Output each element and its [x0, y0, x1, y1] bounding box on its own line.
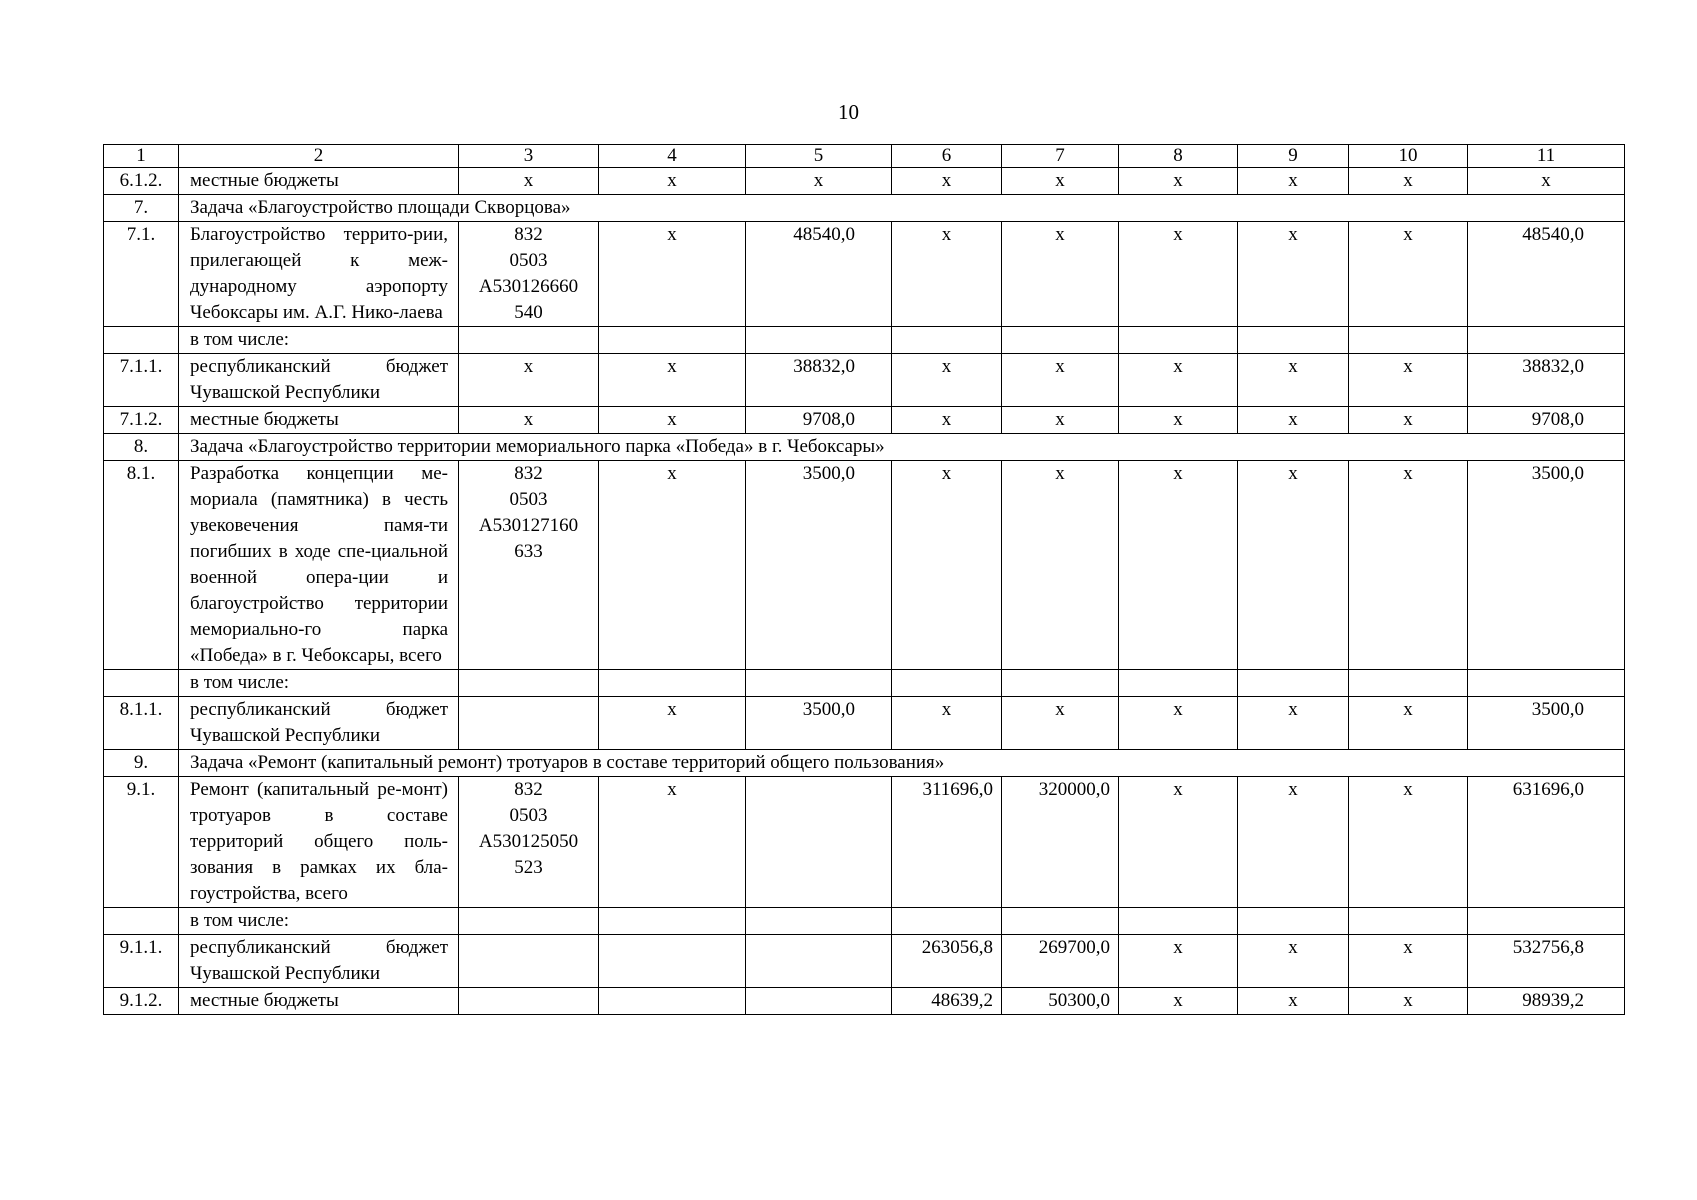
header-cell: 9	[1238, 145, 1349, 168]
value-cell: x	[1119, 777, 1238, 908]
budget-code	[459, 222, 599, 327]
value-cell	[1119, 670, 1238, 697]
value-cell	[459, 670, 599, 697]
value-cell: x	[1349, 697, 1468, 750]
row-description: Ремонт (капитальный ре-монт) тротуаров в составе территорий общего поль-зования в рамках их бла-гоустройства, всего	[179, 777, 459, 908]
budget-code-line: 832	[514, 463, 543, 484]
budget-code-line: 832	[514, 224, 543, 245]
value-cell: x	[1238, 168, 1349, 195]
value-cell	[746, 908, 892, 935]
including-row	[104, 908, 1625, 935]
value-cell: 9708,0	[1468, 407, 1625, 434]
row-number: 8.1.	[104, 461, 179, 670]
value-cell: x	[892, 461, 1002, 670]
budget-code-line: 0503	[509, 489, 548, 510]
value-cell: x	[1349, 777, 1468, 908]
value-cell	[1002, 908, 1119, 935]
value-cell	[1238, 908, 1349, 935]
data-row	[104, 935, 1625, 988]
value-cell: x	[599, 407, 746, 434]
row-description: в том числе:	[179, 670, 459, 697]
row-number	[104, 327, 179, 354]
header-cell: 5	[746, 145, 892, 168]
data-row	[104, 222, 1625, 327]
row-description: республиканский бюджет Чувашской Республики	[179, 935, 459, 988]
data-row	[104, 988, 1625, 1015]
value-cell: 320000,0	[1002, 777, 1119, 908]
value-cell: 38832,0	[1468, 354, 1625, 407]
row-description: республиканский бюджет Чувашской Республики	[179, 697, 459, 750]
row-number: 8.	[104, 434, 179, 461]
header-cell: 1	[104, 145, 179, 168]
value-cell: 48639,2	[892, 988, 1002, 1015]
row-description: местные бюджеты	[179, 988, 459, 1015]
value-cell: x	[1468, 168, 1625, 195]
header-cell: 3	[459, 145, 599, 168]
value-cell	[1468, 670, 1625, 697]
value-cell	[892, 670, 1002, 697]
task-row	[104, 195, 1625, 222]
value-cell	[892, 908, 1002, 935]
data-row	[104, 354, 1625, 407]
budget-code-line: А530127160	[478, 515, 579, 536]
value-cell: x	[892, 697, 1002, 750]
task-title: Задача «Благоустройство территории мемориального парка «Победа» в г. Чебоксары»	[179, 434, 1625, 461]
value-cell: x	[599, 777, 746, 908]
value-cell: x	[1119, 935, 1238, 988]
value-cell: x	[1238, 697, 1349, 750]
value-cell	[1468, 327, 1625, 354]
value-cell	[599, 988, 746, 1015]
value-cell: x	[1119, 168, 1238, 195]
value-cell: x	[892, 354, 1002, 407]
value-cell	[459, 697, 599, 750]
value-cell	[746, 988, 892, 1015]
task-row	[104, 750, 1625, 777]
row-description: в том числе:	[179, 327, 459, 354]
value-cell	[1349, 327, 1468, 354]
value-cell: x	[892, 407, 1002, 434]
value-cell: x	[746, 168, 892, 195]
value-cell: 3500,0	[1468, 697, 1625, 750]
budget-code-line: 523	[514, 857, 543, 878]
row-description: Благоустройство террито-рии, прилегающей к меж-дународному аэропорту Чебоксары им. А.Г. Нико-лаева	[179, 222, 459, 327]
value-cell	[599, 935, 746, 988]
row-number: 9.1.1.	[104, 935, 179, 988]
row-number: 7.1.	[104, 222, 179, 327]
header-cell: 6	[892, 145, 1002, 168]
value-cell: x	[1238, 222, 1349, 327]
budget-code-line: 633	[514, 541, 543, 562]
value-cell: x	[1238, 407, 1349, 434]
value-cell: x	[1119, 407, 1238, 434]
value-cell: 532756,8	[1468, 935, 1625, 988]
value-cell: x	[1002, 222, 1119, 327]
value-cell	[1349, 670, 1468, 697]
value-cell	[599, 908, 746, 935]
value-cell: x	[1349, 988, 1468, 1015]
budget-code-line: 0503	[509, 250, 548, 271]
budget-code-line: А530125050	[478, 831, 579, 852]
value-cell: x	[1349, 222, 1468, 327]
header-cell: 7	[1002, 145, 1119, 168]
value-cell: x	[1002, 407, 1119, 434]
budget-code	[459, 461, 599, 670]
value-cell: x	[599, 222, 746, 327]
row-number: 9.1.2.	[104, 988, 179, 1015]
value-cell	[459, 908, 599, 935]
row-number: 9.	[104, 750, 179, 777]
value-cell: x	[599, 168, 746, 195]
value-cell	[1238, 327, 1349, 354]
value-cell: x	[599, 697, 746, 750]
value-cell	[599, 670, 746, 697]
header-cell: 10	[1349, 145, 1468, 168]
value-cell	[1002, 670, 1119, 697]
row-number	[104, 670, 179, 697]
header-cell: 4	[599, 145, 746, 168]
row-description: Разработка концепции ме-мориала (памятника) в честь увековечения памя-ти погибших в ходе спе-циальной военной опера-ции и благоустройство территории мемориально-го парка «Победа» в г. Чебоксары, всего	[179, 461, 459, 670]
value-cell	[1119, 908, 1238, 935]
value-cell: 3500,0	[1468, 461, 1625, 670]
data-row	[104, 697, 1625, 750]
data-row	[104, 168, 1625, 195]
value-cell: x	[1119, 697, 1238, 750]
including-row	[104, 670, 1625, 697]
value-cell: x	[1238, 461, 1349, 670]
task-title: Задача «Благоустройство площади Скворцова»	[179, 195, 1625, 222]
value-cell: x	[1002, 461, 1119, 670]
value-cell: x	[1119, 988, 1238, 1015]
value-cell: x	[1349, 354, 1468, 407]
data-row	[104, 777, 1625, 908]
value-cell	[459, 935, 599, 988]
value-cell	[1002, 327, 1119, 354]
value-cell: x	[1119, 222, 1238, 327]
value-cell: x	[1238, 354, 1349, 407]
task-row	[104, 434, 1625, 461]
value-cell: x	[1349, 935, 1468, 988]
value-cell	[1119, 327, 1238, 354]
value-cell: 9708,0	[746, 407, 892, 434]
row-description: местные бюджеты	[179, 168, 459, 195]
row-description: местные бюджеты	[179, 407, 459, 434]
value-cell: x	[1238, 777, 1349, 908]
value-cell: x	[1349, 407, 1468, 434]
value-cell	[1349, 908, 1468, 935]
row-number: 8.1.1.	[104, 697, 179, 750]
value-cell: x	[1349, 168, 1468, 195]
value-cell: x	[1119, 461, 1238, 670]
value-cell: 263056,8	[892, 935, 1002, 988]
row-number: 6.1.2.	[104, 168, 179, 195]
data-row	[104, 461, 1625, 670]
value-cell: x	[1238, 988, 1349, 1015]
value-cell: 50300,0	[1002, 988, 1119, 1015]
row-number: 7.	[104, 195, 179, 222]
value-cell	[459, 988, 599, 1015]
budget-code-line: А530126660	[478, 276, 579, 297]
header-cell: 11	[1468, 145, 1625, 168]
value-cell: 269700,0	[1002, 935, 1119, 988]
budget-code	[459, 777, 599, 908]
value-cell: x	[1002, 168, 1119, 195]
including-row	[104, 327, 1625, 354]
value-cell: x	[1349, 461, 1468, 670]
value-cell: 3500,0	[746, 697, 892, 750]
value-cell: x	[892, 222, 1002, 327]
value-cell: 631696,0	[1468, 777, 1625, 908]
value-cell: x	[1238, 935, 1349, 988]
value-cell: x	[599, 354, 746, 407]
value-cell	[892, 327, 1002, 354]
value-cell: x	[459, 354, 599, 407]
header-cell: 2	[179, 145, 459, 168]
value-cell: x	[459, 168, 599, 195]
value-cell: 48540,0	[1468, 222, 1625, 327]
budget-code-line: 540	[514, 302, 543, 323]
budget-code-line: 832	[514, 779, 543, 800]
data-row	[104, 407, 1625, 434]
row-number: 7.1.2.	[104, 407, 179, 434]
value-cell	[1468, 908, 1625, 935]
task-title: Задача «Ремонт (капитальный ремонт) тротуаров в составе территорий общего пользования»	[179, 750, 1625, 777]
value-cell: x	[459, 407, 599, 434]
value-cell	[746, 777, 892, 908]
value-cell	[746, 670, 892, 697]
row-description: республиканский бюджет Чувашской Республики	[179, 354, 459, 407]
value-cell: 48540,0	[746, 222, 892, 327]
value-cell: x	[1002, 697, 1119, 750]
value-cell: x	[892, 168, 1002, 195]
value-cell	[746, 327, 892, 354]
row-number: 9.1.	[104, 777, 179, 908]
value-cell: x	[1002, 354, 1119, 407]
value-cell: 98939,2	[1468, 988, 1625, 1015]
value-cell	[459, 327, 599, 354]
budget-table	[103, 144, 1625, 1015]
value-cell	[599, 327, 746, 354]
header-cell: 8	[1119, 145, 1238, 168]
value-cell: 3500,0	[746, 461, 892, 670]
budget-code-line: 0503	[509, 805, 548, 826]
value-cell: 311696,0	[892, 777, 1002, 908]
value-cell: 38832,0	[746, 354, 892, 407]
row-number	[104, 908, 179, 935]
value-cell: x	[599, 461, 746, 670]
header-row	[104, 145, 1625, 168]
page-number: 10	[838, 100, 859, 124]
value-cell	[1238, 670, 1349, 697]
row-description: в том числе:	[179, 908, 459, 935]
row-number: 7.1.1.	[104, 354, 179, 407]
value-cell: x	[1119, 354, 1238, 407]
value-cell	[746, 935, 892, 988]
